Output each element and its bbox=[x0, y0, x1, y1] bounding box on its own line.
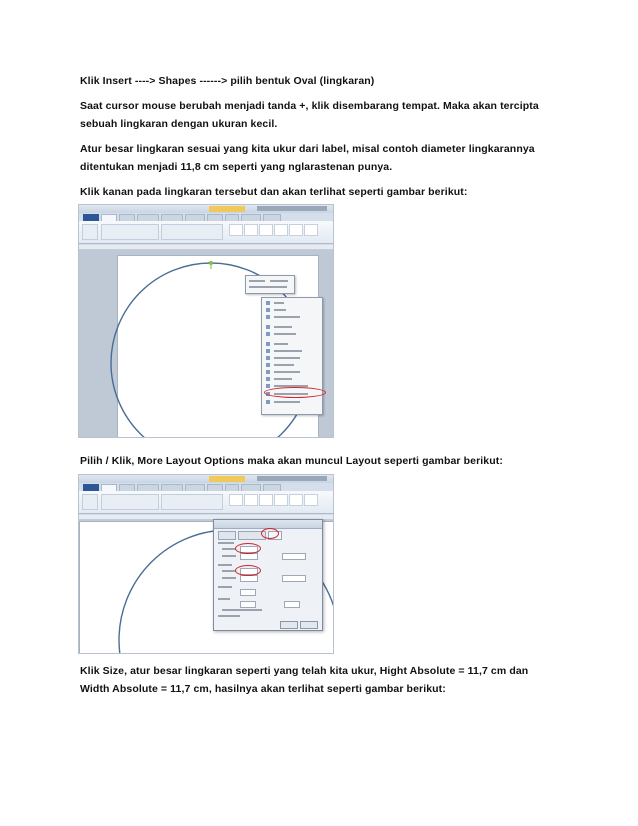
cancel-button[interactable] bbox=[300, 621, 318, 629]
tab-file[interactable] bbox=[83, 214, 99, 221]
width-relative-label bbox=[222, 577, 236, 579]
shape-icon bbox=[266, 384, 270, 388]
edit-points-icon bbox=[266, 332, 270, 336]
style-heading-2[interactable] bbox=[274, 224, 288, 236]
drawing-tools-context-tab bbox=[209, 476, 245, 482]
height-relative-to-select[interactable] bbox=[282, 553, 306, 560]
style-heading-2[interactable] bbox=[274, 494, 288, 506]
original-size-label bbox=[218, 615, 240, 617]
height-relative-label bbox=[222, 555, 236, 557]
width-relative-to-select[interactable] bbox=[282, 575, 306, 582]
width-relative-field[interactable] bbox=[240, 575, 258, 582]
ok-button[interactable] bbox=[280, 621, 298, 629]
width-section-label bbox=[218, 564, 232, 566]
menu-send-to-back[interactable] bbox=[266, 356, 319, 360]
style-heading-1[interactable] bbox=[259, 224, 273, 236]
tab-home[interactable] bbox=[101, 484, 117, 491]
instruction-insert-shapes: Klik Insert ----> Shapes ------> pilih bentuk Oval (lingkaran) bbox=[80, 75, 375, 87]
instruction-more-layout: Pilih / Klik, More Layout Options maka akan muncul Layout seperti gambar berikut: bbox=[80, 455, 503, 467]
document-area bbox=[79, 515, 333, 653]
scale-height-field[interactable] bbox=[240, 601, 256, 608]
style-heading-1[interactable] bbox=[259, 494, 273, 506]
tab-acrobat[interactable] bbox=[241, 484, 261, 491]
menu-edit-points[interactable] bbox=[266, 332, 319, 336]
paste-icon[interactable] bbox=[82, 494, 98, 510]
tab-acrobat[interactable] bbox=[241, 214, 261, 221]
menu-format-shape[interactable] bbox=[266, 400, 319, 404]
instruction-resize-line-2: ditentukan menjadi 11,8 cm seperti yang nglarastenan punya. bbox=[80, 161, 393, 173]
tab-insert[interactable] bbox=[119, 484, 135, 491]
tab-references[interactable] bbox=[161, 214, 183, 221]
style-subtitle[interactable] bbox=[304, 494, 318, 506]
menu-insert-caption[interactable] bbox=[266, 370, 319, 374]
tab-format[interactable] bbox=[263, 214, 281, 221]
word-title-bar bbox=[79, 205, 333, 213]
width-absolute-highlight bbox=[235, 565, 261, 576]
scissors-icon bbox=[266, 301, 270, 305]
send-back-icon bbox=[266, 356, 270, 360]
paste-icon bbox=[266, 315, 270, 319]
tab-references[interactable] bbox=[161, 484, 183, 491]
instruction-resize-line-1: Atur besar lingkaran sesuai yang kita ukur dari label, misal contoh diameter lingkarannya bbox=[80, 143, 535, 155]
instruction-cursor-line-1: Saat cursor mouse berubah menjadi tanda +, klik disembarang tempat. Maka akan tercipta bbox=[80, 100, 539, 112]
group-icon bbox=[266, 342, 270, 346]
height-section-label bbox=[218, 542, 234, 544]
rotation-field[interactable] bbox=[240, 589, 256, 596]
scale-width-field[interactable] bbox=[284, 601, 300, 608]
menu-group[interactable] bbox=[266, 342, 319, 346]
link-icon bbox=[266, 363, 270, 367]
screenshot-context-menu bbox=[78, 204, 334, 438]
document-area bbox=[79, 245, 333, 437]
instruction-size-line-2: Width Absolute = 11,7 cm, hasilnya akan terlihat seperti gambar berikut: bbox=[80, 683, 446, 695]
height-relative-field[interactable] bbox=[240, 553, 258, 560]
bring-front-icon bbox=[266, 349, 270, 353]
tab-insert[interactable] bbox=[119, 214, 135, 221]
window-title bbox=[257, 206, 327, 211]
height-absolute-highlight bbox=[235, 543, 261, 554]
mini-toolbar[interactable] bbox=[245, 275, 295, 294]
screenshot-layout-dialog bbox=[78, 474, 334, 654]
menu-hyperlink[interactable] bbox=[266, 363, 319, 367]
paste-icon[interactable] bbox=[82, 224, 98, 240]
window-title bbox=[257, 476, 327, 481]
tab-mailings[interactable] bbox=[185, 214, 205, 221]
style-no-spacing[interactable] bbox=[244, 224, 258, 236]
ribbon-tabs bbox=[79, 483, 333, 491]
lock-aspect-ratio-checkbox[interactable] bbox=[222, 609, 262, 611]
more-layout-highlight bbox=[264, 387, 326, 398]
height-absolute-label bbox=[222, 548, 236, 550]
tab-file[interactable] bbox=[83, 484, 99, 491]
menu-wrap-text[interactable] bbox=[266, 377, 319, 381]
style-title[interactable] bbox=[289, 224, 303, 236]
tab-view[interactable] bbox=[225, 214, 239, 221]
size-tab-highlight bbox=[261, 528, 279, 539]
menu-cut[interactable] bbox=[266, 301, 319, 305]
style-subtitle[interactable] bbox=[304, 224, 318, 236]
menu-bring-to-front[interactable] bbox=[266, 349, 319, 353]
style-normal[interactable] bbox=[229, 494, 243, 506]
wrap-icon bbox=[266, 377, 270, 381]
style-normal[interactable] bbox=[229, 224, 243, 236]
copy-icon bbox=[266, 308, 270, 312]
rotate-section-label bbox=[218, 586, 232, 588]
tab-home[interactable] bbox=[101, 214, 117, 221]
style-title[interactable] bbox=[289, 494, 303, 506]
tab-format[interactable] bbox=[263, 484, 281, 491]
style-no-spacing[interactable] bbox=[244, 494, 258, 506]
instruction-right-click: Klik kanan pada lingkaran tersebut dan akan terlihat seperti gambar berikut: bbox=[80, 186, 468, 198]
tab-page-layout[interactable] bbox=[137, 484, 159, 491]
word-title-bar bbox=[79, 475, 333, 483]
ribbon-home bbox=[79, 491, 333, 514]
tab-view[interactable] bbox=[225, 484, 239, 491]
instruction-size-line-1: Klik Size, atur besar lingkaran seperti yang telah kita ukur, Hight Absolute = 11,7 cm dan bbox=[80, 665, 529, 677]
font-group bbox=[101, 224, 159, 240]
tab-page-layout[interactable] bbox=[137, 214, 159, 221]
caption-icon bbox=[266, 370, 270, 374]
paragraph-group bbox=[161, 224, 223, 240]
ribbon-home bbox=[79, 221, 333, 244]
drawing-tools-context-tab bbox=[209, 206, 245, 212]
tab-mailings[interactable] bbox=[185, 484, 205, 491]
tab-position[interactable] bbox=[218, 531, 236, 540]
paragraph-group bbox=[161, 494, 223, 510]
format-icon bbox=[266, 400, 270, 404]
menu-paste-options[interactable] bbox=[266, 315, 319, 319]
font-group bbox=[101, 494, 159, 510]
tab-review[interactable] bbox=[207, 484, 223, 491]
width-absolute-label bbox=[222, 570, 236, 572]
menu-add-text[interactable] bbox=[266, 325, 319, 329]
menu-copy[interactable] bbox=[266, 308, 319, 312]
ribbon-tabs bbox=[79, 213, 333, 221]
instruction-cursor-line-2: sebuah lingkaran dengan ukuran kecil. bbox=[80, 118, 278, 130]
scale-section-label bbox=[218, 598, 230, 600]
tab-review[interactable] bbox=[207, 214, 223, 221]
text-icon bbox=[266, 325, 270, 329]
